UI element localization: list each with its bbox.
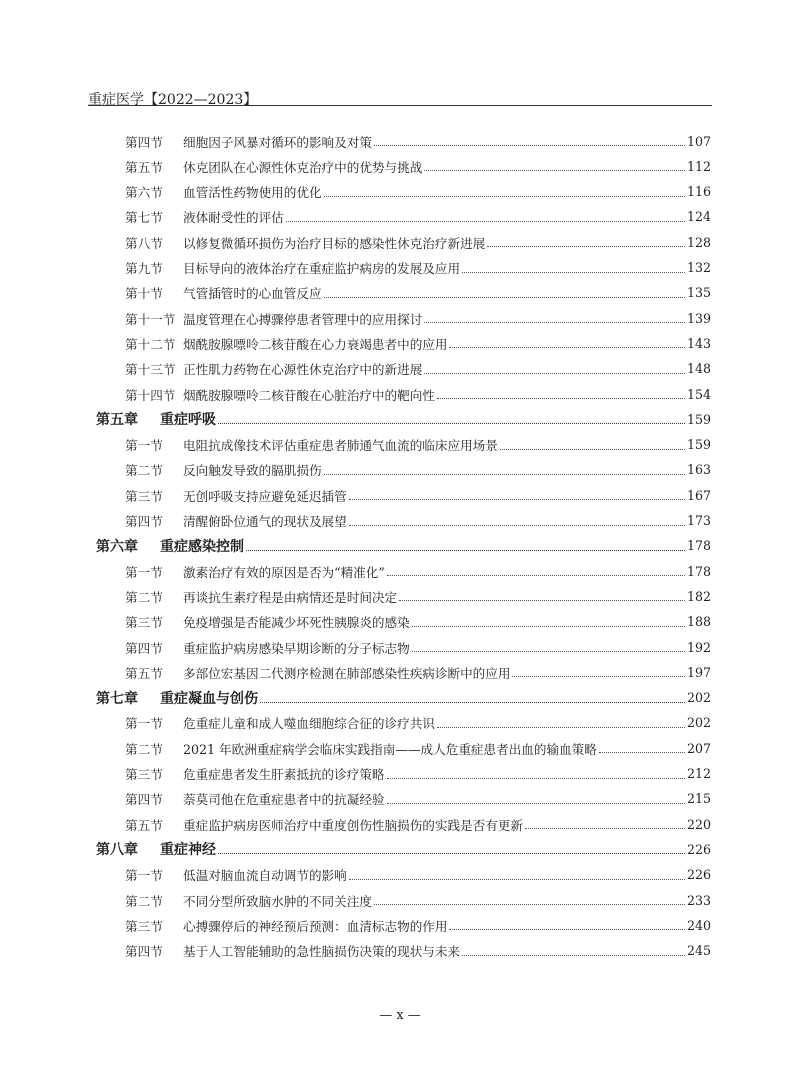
page-number-ref: 233 (686, 892, 711, 908)
section-label: 第四节 (125, 514, 163, 529)
section-title: 液体耐受性的评估 (183, 210, 284, 226)
dot-leader (324, 296, 685, 298)
chapter-label: 第五章 (96, 412, 138, 429)
section-title: 温度管理在心搏骤停患者管理中的应用探讨 (183, 311, 423, 327)
toc-section-entry (125, 761, 711, 787)
section-title: 免疫增强是否能减少坏死性胰腺炎的感染 (183, 615, 410, 631)
toc-chapter-entry (96, 533, 711, 559)
section-label: 第五节 (125, 817, 163, 833)
section-title: 危重症患者发生肝素抵抗的诊疗策略 (183, 767, 385, 782)
page-number-ref: 135 (686, 285, 711, 301)
section-title: 以修复微循环损伤为治疗目标的感染性休克治疗新进展 (183, 235, 486, 251)
toc-section-entry (125, 128, 711, 154)
dot-leader (462, 954, 685, 956)
section-label: 第二节 (125, 463, 163, 479)
section-title: 低温对脑血流自动调节的影响 (183, 868, 347, 884)
toc-section-entry (125, 938, 711, 964)
page-number-ref: 167 (686, 487, 711, 503)
dot-leader (487, 245, 685, 247)
dot-leader (324, 195, 685, 197)
toc-section-entry (125, 710, 711, 736)
section-label: 第二节 (125, 893, 163, 909)
page-number-ref: 139 (686, 310, 711, 326)
dot-leader (449, 346, 684, 348)
section-label: 第八节 (125, 235, 163, 251)
dot-leader (374, 144, 685, 146)
dot-leader (399, 599, 685, 601)
toc-section-entry (125, 255, 711, 281)
section-title: 休克团队在心源性休克治疗中的优势与挑战 (183, 159, 423, 175)
header-rule (88, 105, 712, 106)
page-number-ref: 143 (686, 335, 711, 351)
dot-leader (449, 928, 684, 930)
toc-section-entry (125, 305, 711, 331)
dot-leader (324, 473, 685, 475)
toc-section-entry (125, 330, 711, 356)
toc-section-entry (125, 280, 711, 306)
page-number-ref: 207 (686, 740, 711, 756)
section-label: 第七节 (125, 210, 163, 226)
section-title: 不同分型所致脑水肿的不同关注度 (183, 893, 372, 909)
section-title: 细胞因子风暴对循环的影响及对策 (183, 134, 372, 150)
toc-section-entry (125, 204, 711, 230)
page-number-ref: 148 (686, 361, 711, 377)
dot-leader (437, 726, 685, 728)
toc-chapter-entry (96, 836, 711, 862)
page-number-ref: 124 (686, 209, 711, 225)
dot-leader (218, 852, 685, 854)
dot-leader (374, 903, 685, 905)
section-label: 第一节 (125, 438, 163, 454)
section-label: 第四节 (125, 134, 163, 150)
toc-section-entry (125, 508, 711, 534)
section-title: 激素治疗有效的原因是否为“精准化” (183, 564, 385, 580)
section-title: 烟酰胺腺嘌呤二核苷酸在心脏治疗中的靶向性 (183, 387, 435, 403)
section-title: 心搏骤停后的神经预后预测：血清标志物的作用 (183, 918, 448, 934)
dot-leader (387, 574, 685, 576)
page-number-ref: 159 (686, 437, 711, 453)
section-title: 正性肌力药物在心源性休克治疗中的新进展 (183, 362, 423, 378)
page-number-ref: 220 (686, 816, 711, 832)
section-title: 2021 年欧洲重症病学会临床实践指南——成人危重症患者出血的输血策略 (183, 741, 597, 757)
section-label: 第十二节 (125, 336, 176, 352)
chapter-title: 重症神经 (160, 842, 216, 859)
section-label: 第三节 (125, 918, 163, 934)
page-number-ref: 112 (686, 158, 711, 174)
section-label: 第二节 (125, 589, 163, 605)
section-title: 重症监护病房感染早期诊断的分子标志物 (183, 640, 410, 656)
section-title: 萘莫司他在危重症患者中的抗凝经验 (183, 792, 385, 808)
section-label: 第一节 (125, 868, 163, 884)
toc-section-entry (125, 735, 711, 761)
section-title: 基于人工智能辅助的急性脑损伤决策的现状与未来 (183, 944, 461, 960)
section-title: 多部位宏基因二代测序检测在肺部感染性疾病诊断中的应用 (183, 665, 511, 681)
dot-leader (349, 524, 685, 526)
section-label: 第二节 (125, 741, 163, 757)
section-label: 第一节 (125, 564, 163, 580)
dot-leader (599, 751, 685, 753)
page-number-ref: 107 (686, 133, 711, 149)
page-number-ref: 132 (686, 260, 711, 275)
page-number-ref: 173 (686, 513, 711, 528)
section-label: 第十四节 (125, 387, 176, 403)
dot-leader (500, 448, 685, 450)
section-label: 第一节 (125, 716, 163, 732)
chapter-title: 重症凝血与创伤 (160, 690, 258, 707)
dot-leader (424, 169, 685, 171)
section-title: 烟酰胺腺嘌呤二核苷酸在心力衰竭患者中的应用 (183, 336, 448, 352)
dot-leader (525, 827, 685, 829)
page-number-ref: 154 (686, 386, 711, 402)
section-label: 第六节 (125, 185, 163, 201)
page-number-ref: 240 (686, 917, 711, 933)
dot-leader (349, 498, 685, 500)
section-label: 第四节 (125, 640, 163, 656)
toc-section-entry (125, 153, 711, 179)
toc-section-entry (125, 659, 711, 685)
page-number-ref: 178 (686, 563, 711, 579)
section-title: 电阻抗成像技术评估重症患者肺通气血流的临床应用场景 (183, 438, 498, 454)
dot-leader (424, 372, 685, 374)
section-label: 第四节 (125, 944, 163, 960)
section-title: 气管插管时的心血管反应 (183, 286, 322, 302)
dot-leader (412, 625, 685, 627)
page-number-ref: 202 (686, 715, 711, 731)
page-number-ref: 192 (686, 639, 711, 655)
chapter-label: 第七章 (96, 690, 138, 707)
dot-leader (246, 549, 685, 551)
dot-leader (218, 422, 685, 424)
section-title: 清醒俯卧位通气的现状及展望 (183, 514, 347, 529)
page-number-ref: 182 (686, 588, 711, 604)
toc-section-entry (125, 482, 711, 508)
section-label: 第三节 (125, 615, 163, 631)
page-number-ref: 226 (686, 867, 711, 883)
chapter-title: 重症感染控制 (160, 538, 244, 555)
page-number-ref: 202 (686, 690, 711, 706)
page-number-ref: 215 (686, 791, 711, 807)
dot-leader (424, 321, 685, 323)
section-label: 第十三节 (125, 362, 176, 378)
page-number-ref: 226 (686, 841, 711, 857)
dot-leader (437, 397, 685, 399)
page-number-ref: 178 (686, 538, 711, 554)
dot-leader (412, 650, 685, 652)
toc-section-entry (125, 862, 711, 888)
page-number-ref: 197 (686, 664, 711, 680)
dot-leader (260, 701, 685, 703)
page-number-ref: 245 (686, 943, 711, 959)
page-number: — x — (379, 1008, 421, 1023)
toc-section-entry (125, 179, 711, 205)
section-title: 无创呼吸支持应避免延迟插管 (183, 488, 347, 504)
chapter-label: 第八章 (96, 842, 138, 859)
toc-section-entry (125, 381, 711, 407)
toc-section-entry (125, 609, 711, 635)
page-number-ref: 188 (686, 614, 711, 630)
dot-leader (512, 675, 685, 677)
section-title: 再谈抗生素疗程是由病情还是时间决定 (183, 589, 398, 605)
toc-section-entry (125, 558, 711, 584)
toc-section-entry (125, 229, 711, 255)
toc-chapter-entry (96, 685, 711, 711)
toc-chapter-entry (96, 406, 711, 432)
page-number-ref: 212 (686, 766, 711, 781)
section-label: 第三节 (125, 488, 163, 504)
toc-section-entry (125, 634, 711, 660)
section-title: 血管活性药物使用的优化 (183, 185, 322, 201)
toc-section-entry (125, 457, 711, 483)
section-label: 第五节 (125, 159, 163, 175)
dot-leader (286, 220, 685, 222)
dot-leader (387, 777, 685, 779)
page-number-ref: 116 (686, 184, 711, 200)
toc-section-entry (125, 432, 711, 458)
section-title: 危重症儿童和成人噬血细胞综合征的诊疗共识 (183, 716, 435, 732)
section-label: 第四节 (125, 792, 163, 808)
toc-section-entry (125, 786, 711, 812)
section-label: 第九节 (125, 261, 163, 276)
section-title: 目标导向的液体治疗在重症监护病房的发展及应用 (183, 261, 461, 276)
dot-leader (387, 802, 685, 804)
page-number-ref: 128 (686, 234, 711, 250)
toc-section-entry (125, 811, 711, 837)
toc-section-entry (125, 583, 711, 609)
toc-section-entry (125, 912, 711, 938)
toc-section-entry (125, 356, 711, 382)
running-header: 重症医学【2022—2023】 (88, 92, 258, 108)
section-label: 第十节 (125, 286, 163, 302)
section-label: 第五节 (125, 665, 163, 681)
chapter-title: 重症呼吸 (160, 412, 216, 429)
page-number-ref: 163 (686, 462, 711, 478)
section-label: 第三节 (125, 767, 163, 782)
dot-leader (462, 271, 685, 273)
chapter-label: 第六章 (96, 538, 138, 555)
section-title: 重症监护病房医师治疗中重度创伤性脑损伤的实践是否有更新 (183, 817, 524, 833)
toc-section-entry (125, 887, 711, 913)
section-title: 反向触发导致的膈肌损伤 (183, 463, 322, 479)
dot-leader (349, 878, 685, 880)
page-number-ref: 159 (686, 411, 711, 427)
section-label: 第十一节 (125, 311, 176, 327)
